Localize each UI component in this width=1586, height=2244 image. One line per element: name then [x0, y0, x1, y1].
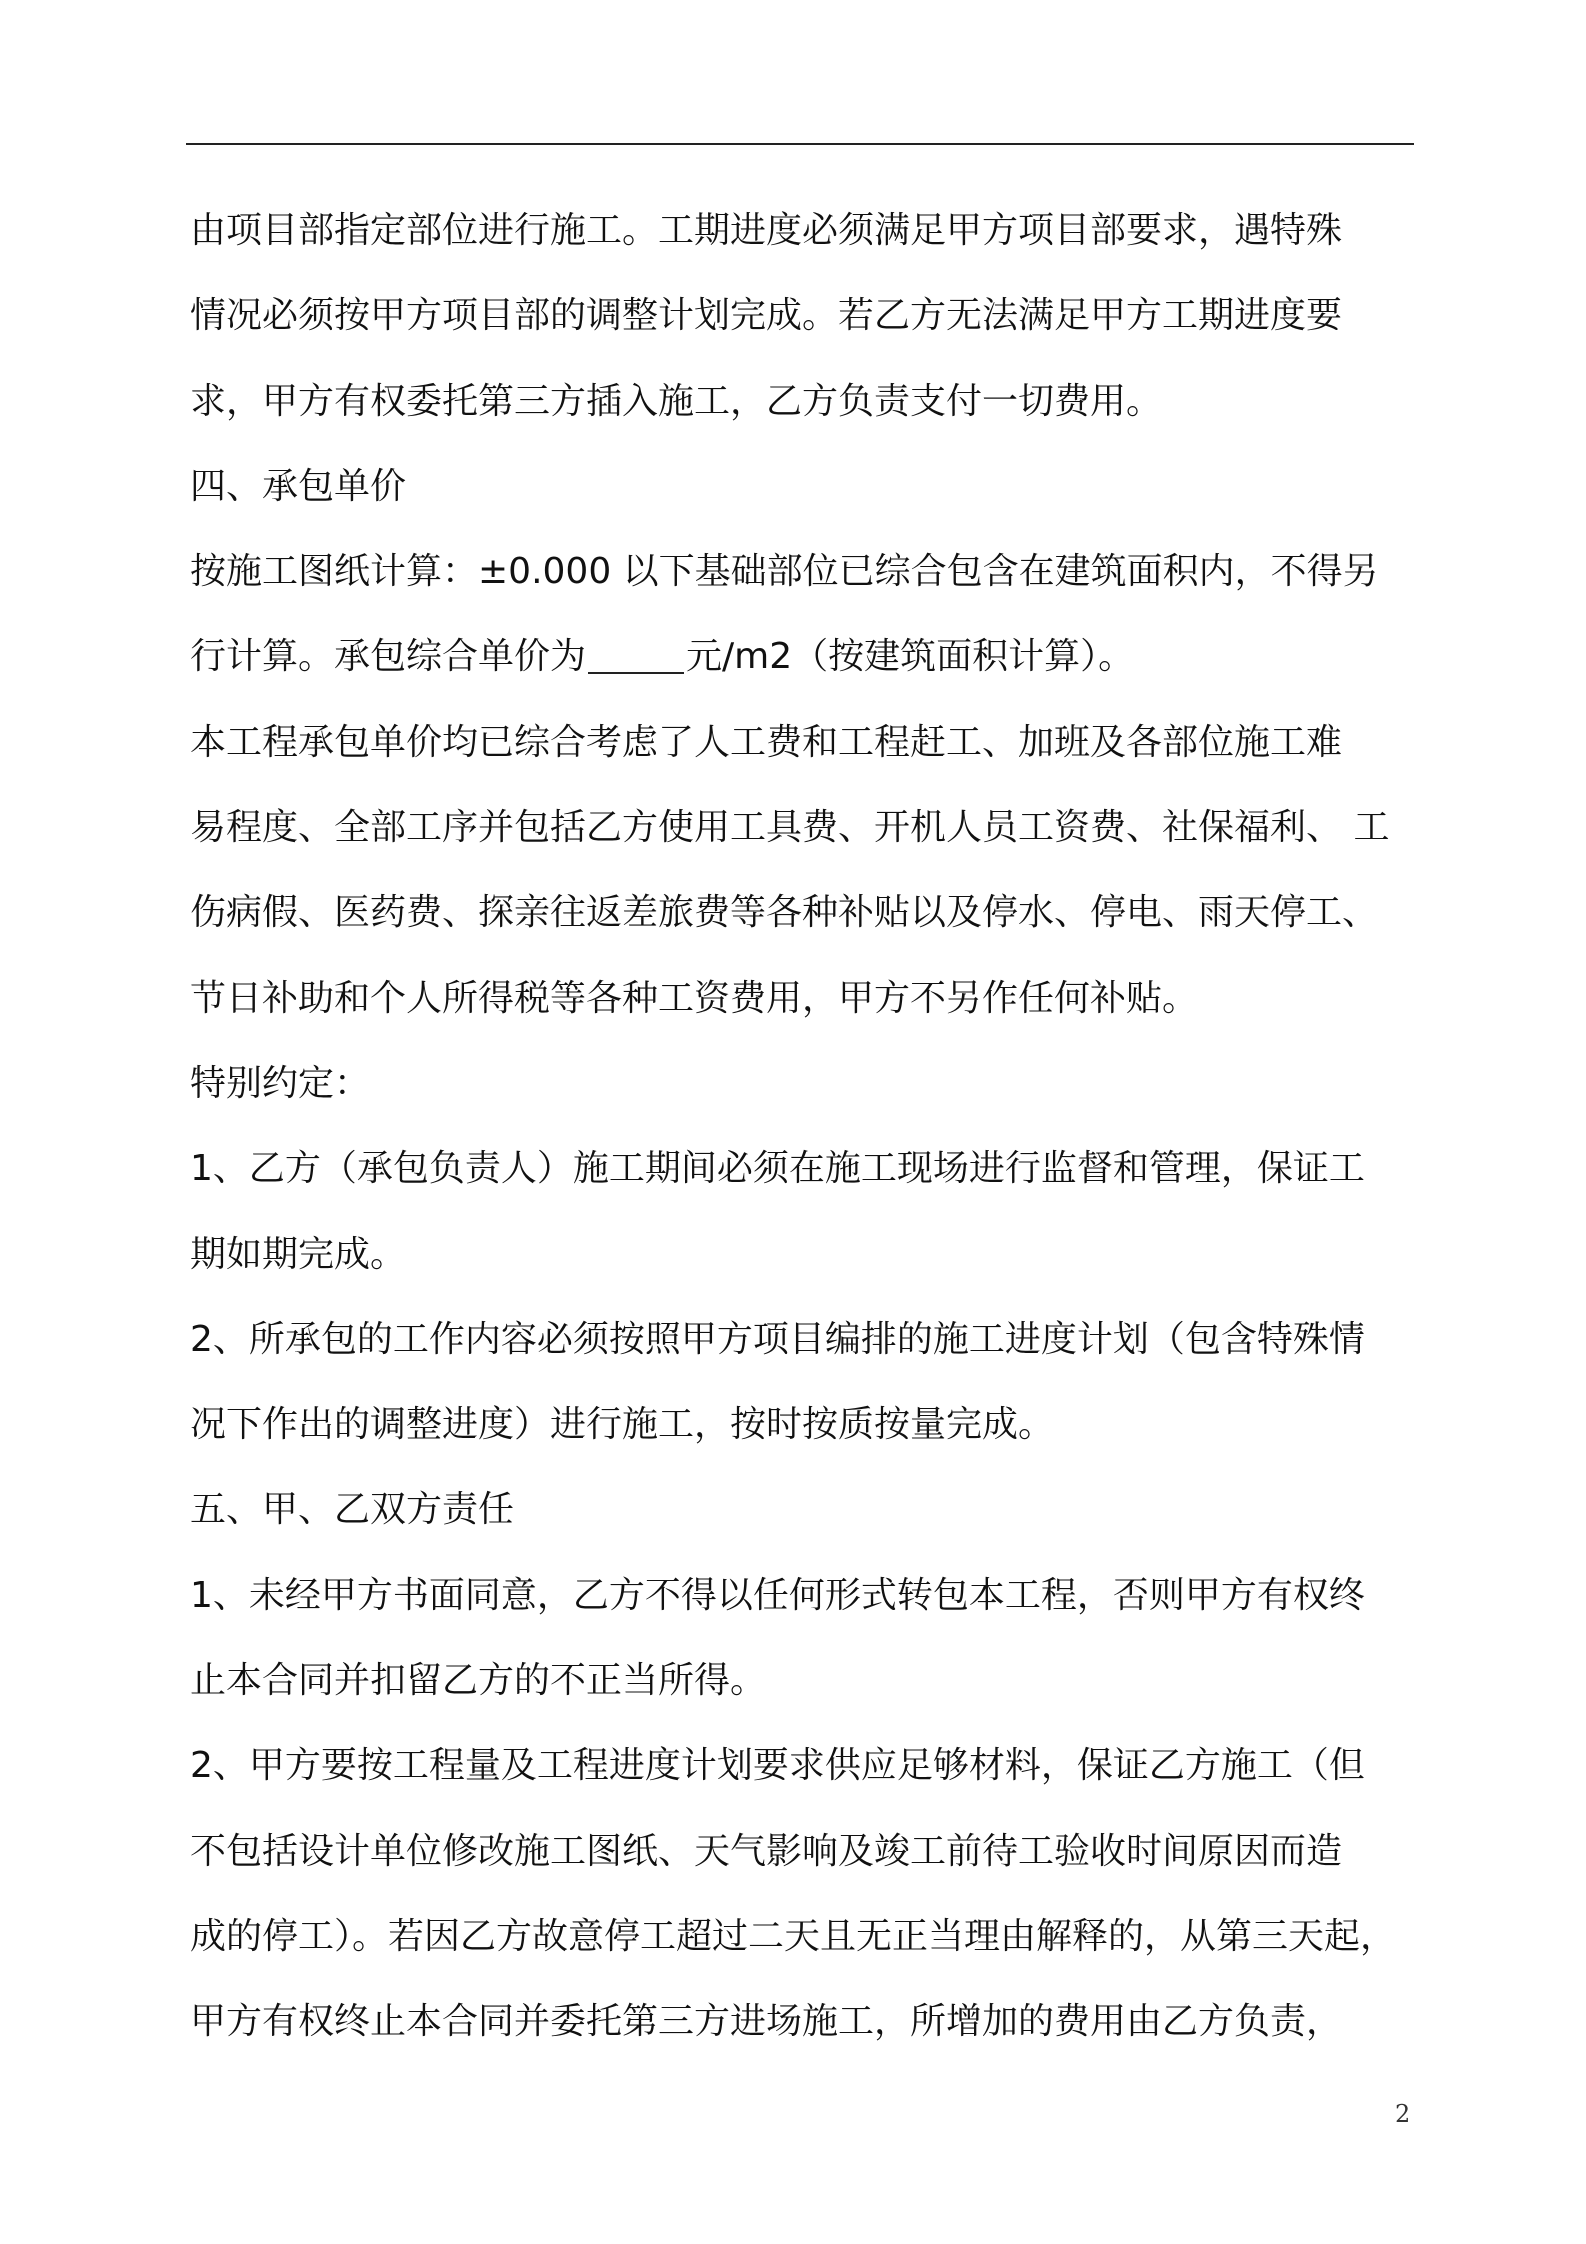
section-heading: 四、承包单价: [190, 465, 407, 507]
text-line: 伤病假、医药费、探亲往返差旅费等各种补贴以及停水、停电、雨天停工、: [190, 892, 1379, 934]
text-line: 止本合同并扣留乙方的不正当所得。: [190, 1660, 767, 1702]
text-line: 成的停工）。若因乙方故意停工超过二天且无正当理由解释的，从第三天起，: [190, 1915, 1397, 1957]
text-line: 期如期完成。: [190, 1233, 407, 1275]
fill-in-blank: [588, 636, 684, 674]
text-line: 求，甲方有权委托第三方插入施工，乙方负责支付一切费用。: [190, 380, 1163, 422]
text-line: 1、乙方（承包负责人）施工期间必须在施工现场进行监督和管理，保证工: [190, 1148, 1365, 1190]
text-line: 不包括设计单位修改施工图纸、天气影响及竣工前待工验收时间原因而造: [190, 1830, 1343, 1872]
text-line: 2、甲方要按工程量及工程进度计划要求供应足够材料，保证乙方施工（但: [190, 1745, 1365, 1787]
text-line: 按施工图纸计算：±0.000 以下基础部位已综合包含在建筑面积内，不得另: [190, 551, 1379, 593]
text-line: 1、未经甲方书面同意，乙方不得以任何形式转包本工程，否则甲方有权终: [190, 1574, 1365, 1616]
page-number: 2: [1395, 2100, 1411, 2128]
text-line: 本工程承包单价均已综合考虑了人工费和工程赶工、加班及各部位施工难: [190, 721, 1343, 763]
contract-body: [190, 197, 1414, 2074]
text-segment: 元/m2（按建筑面积计算）。: [686, 636, 1135, 678]
section-heading: 五、甲、乙双方责任: [190, 1489, 515, 1531]
text-line: 情况必须按甲方项目部的调整计划完成。若乙方无法满足甲方工期进度要: [190, 295, 1343, 337]
text-line: 节日补助和个人所得税等各种工资费用，甲方不另作任何补贴。: [190, 977, 1199, 1019]
text-segment: 行计算。承包综合单价为: [190, 636, 587, 678]
text-line: 甲方有权终止本合同并委托第三方进场施工，所增加的费用由乙方负责，: [190, 2001, 1343, 2043]
text-line: 2、所承包的工作内容必须按照甲方项目编排的施工进度计划（包含特殊情: [190, 1318, 1365, 1360]
text-line: 况下作出的调整进度）进行施工，按时按质按量完成。: [190, 1404, 1055, 1446]
text-line: 由项目部指定部位进行施工。工期进度必须满足甲方项目部要求，遇特殊: [190, 210, 1343, 251]
text-line-with-blank: [190, 623, 1414, 708]
text-line: 特别约定：: [190, 1062, 371, 1104]
header-rule: [186, 143, 1414, 145]
text-line: 易程度、全部工序并包括乙方使用工具费、开机人员工资费、社保福利、 工: [190, 807, 1390, 849]
